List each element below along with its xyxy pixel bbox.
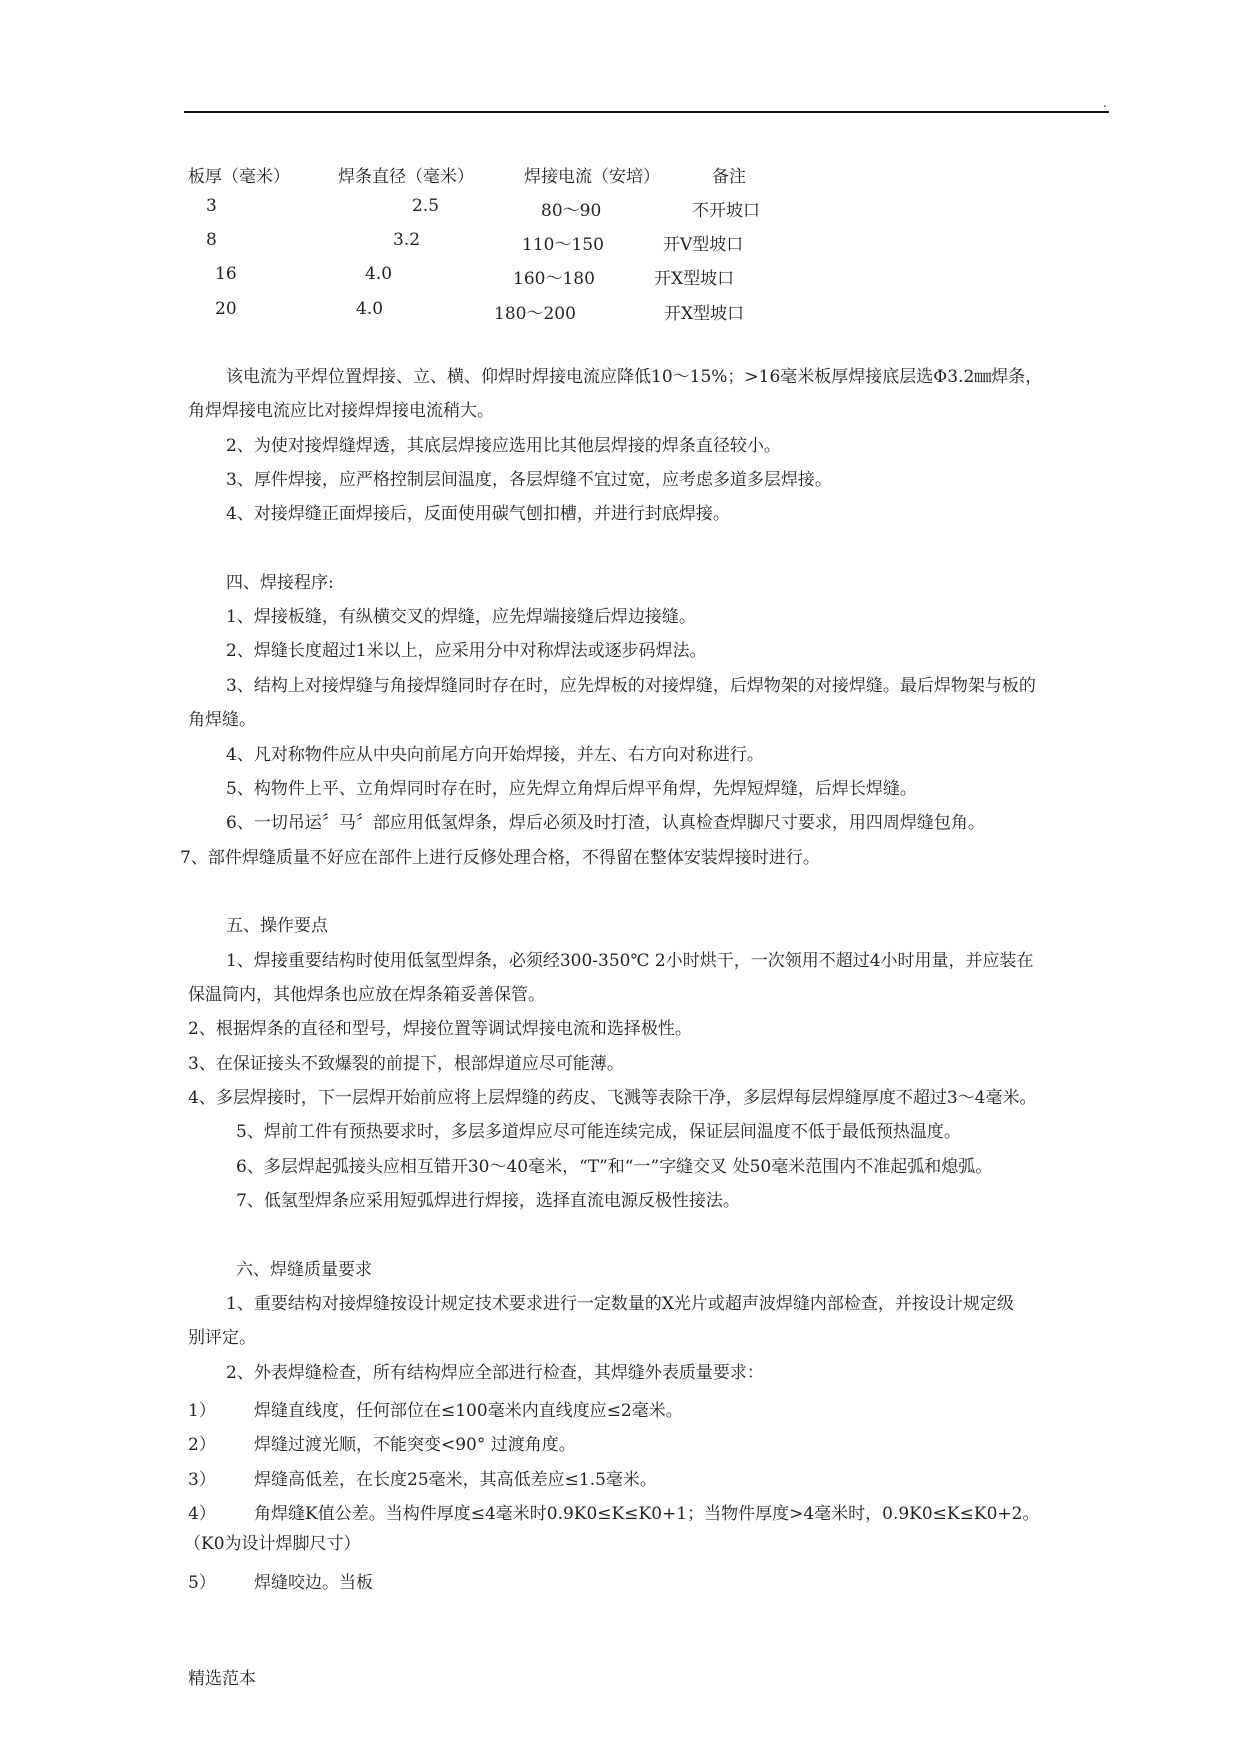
list-item: 1、焊接板缝，有纵横交叉的焊缝，应先焊端接缝后焊边接缝。 xyxy=(226,607,696,627)
table-cell: 3 xyxy=(206,196,217,216)
paragraph: 4、对接焊缝正面焊接后，反面使用碳气刨扣槽，并进行封底焊接。 xyxy=(226,504,730,524)
table-cell: 80～90 xyxy=(541,201,602,221)
table-cell: 180～200 xyxy=(494,304,576,324)
list-item: 7、部件焊缝质量不好应在部件上进行反修处理合格，不得留在整体安装焊接时进行。 xyxy=(180,848,820,868)
list-item: 角焊缝。 xyxy=(188,710,256,730)
note: （K0为设计焊脚尺寸） xyxy=(184,1534,361,1554)
paragraph: 角焊焊接电流应比对接焊焊接电流稍大。 xyxy=(188,401,494,421)
table-cell: 开X型坡口 xyxy=(664,304,745,324)
paragraph: 2、为使对接焊缝焊透，其底层焊接应选用比其他层焊接的焊条直径较小。 xyxy=(226,436,781,456)
item-number: 1） xyxy=(188,1401,216,1421)
table-cell: 8 xyxy=(206,230,217,250)
table-header-thickness: 板厚（毫米） xyxy=(188,167,290,187)
list-item: 6、一切吊运〞马〞部应用低氢焊条，焊后必须及时打渣，认真检查焊脚尺寸要求，用四周焊缝包角。 xyxy=(226,813,985,833)
item-number: 3） xyxy=(188,1470,216,1490)
item-number: 5） xyxy=(188,1573,216,1593)
list-item: 1、焊接重要结构时使用低氢型焊条，必须经300-350℃ 2小时烘干，一次领用不超过4小时用量，并应装在 xyxy=(226,951,1034,971)
item-text: 焊缝过渡光顺，不能突变<90° 过渡角度。 xyxy=(254,1435,576,1455)
list-item: 5、焊前工件有预热要求时，多层多道焊应尽可能连续完成，保证层间温度不低于最低预热温度。 xyxy=(236,1122,961,1142)
list-item: 2、外表焊缝检查，所有结构焊应全部进行检查，其焊缝外表质量要求： xyxy=(226,1363,764,1383)
list-item: 1、重要结构对接焊缝按设计规定技术要求进行一定数量的X光片或超声波焊缝内部检查，并按设计规定级 xyxy=(226,1294,1014,1314)
paragraph: 3、厚件焊接，应严格控制层间温度，各层焊缝不宜过宽，应考虑多道多层焊接。 xyxy=(226,470,832,490)
item-text: 角焊缝K值公差。当构件厚度≤4毫米时0.9K0≤K≤K0+1；当物件厚度>4毫米时，0.9K0≤K≤K0+2。 xyxy=(254,1504,1040,1524)
section-heading: 五、操作要点 xyxy=(226,916,328,936)
item-text: 焊缝咬边。当板 xyxy=(254,1573,373,1593)
paragraph: 该电流为平焊位置焊接、立、横、仰焊时焊接电流应降低10～15%；>16毫米板厚焊接底层选Φ3.2㎜焊条， xyxy=(226,367,1043,387)
item-text: 焊缝直线度，任何部位在≤100毫米内直线度应≤2毫米。 xyxy=(254,1401,683,1421)
list-item: 2、根据焊条的直径和型号，焊接位置等调试焊接电流和选择极性。 xyxy=(188,1019,692,1039)
list-item: 3、结构上对接焊缝与角接焊缝同时存在时，应先焊板的对接焊缝，后焊物架的对接焊缝。最后焊物架与板的 xyxy=(226,676,1036,696)
table-cell: 110～150 xyxy=(522,235,604,255)
table-cell: 开X型坡口 xyxy=(654,269,735,289)
table-cell: 不开坡口 xyxy=(692,201,760,221)
list-item: 5、构物件上平、立角焊同时存在时，应先焊立角焊后焊平角焊，先焊短焊缝，后焊长焊缝。 xyxy=(226,779,917,799)
table-cell: 16 xyxy=(215,264,237,284)
table-cell: 4.0 xyxy=(365,264,393,284)
list-item: 6、多层焊起弧接头应相互错开30～40毫米，“T”和“一”字缝交叉 处50毫米范围内不准起弧和熄弧。 xyxy=(236,1157,993,1177)
item-number: 2） xyxy=(188,1435,216,1455)
table-cell: 2.5 xyxy=(412,196,440,216)
table-header-diameter: 焊条直径（毫米） xyxy=(338,167,474,187)
item-text: 焊缝高低差，在长度25毫米，其高低差应≤1.5毫米。 xyxy=(254,1470,657,1490)
header-mark: . xyxy=(1103,96,1107,110)
list-item: 7、低氢型焊条应采用短弧焊进行焊接，选择直流电源反极性接法。 xyxy=(236,1191,740,1211)
table-cell: 20 xyxy=(215,299,237,319)
footer-text: 精选范本 xyxy=(188,1669,256,1689)
table-cell: 4.0 xyxy=(356,299,384,319)
section-heading: 六、焊缝质量要求 xyxy=(236,1260,372,1280)
table-header-note: 备注 xyxy=(712,167,746,187)
list-item: 2、焊缝长度超过1米以上，应采用分中对称焊法或逐步码焊法。 xyxy=(226,641,707,661)
header-rule xyxy=(184,111,1109,113)
list-item: 3、在保证接头不致爆裂的前提下，根部焊道应尽可能薄。 xyxy=(188,1054,624,1074)
list-item: 4、多层焊接时，下一层焊开始前应将上层焊缝的药皮、飞溅等表除干净，多层焊每层焊缝厚度不超过3～4毫米。 xyxy=(188,1088,1037,1108)
list-item: 别评定。 xyxy=(188,1328,256,1348)
table-cell: 开V型坡口 xyxy=(663,235,744,255)
list-item: 4、凡对称物件应从中央向前尾方向开始焊接，并左、右方向对称进行。 xyxy=(226,745,764,765)
list-item: 保温筒内，其他焊条也应放在焊条箱妥善保管。 xyxy=(188,985,545,1005)
table-header-current: 焊接电流（安培） xyxy=(524,167,660,187)
section-heading: 四、焊接程序: xyxy=(226,573,334,593)
table-cell: 3.2 xyxy=(393,230,421,250)
item-number: 4） xyxy=(188,1504,216,1524)
table-cell: 160～180 xyxy=(513,269,595,289)
